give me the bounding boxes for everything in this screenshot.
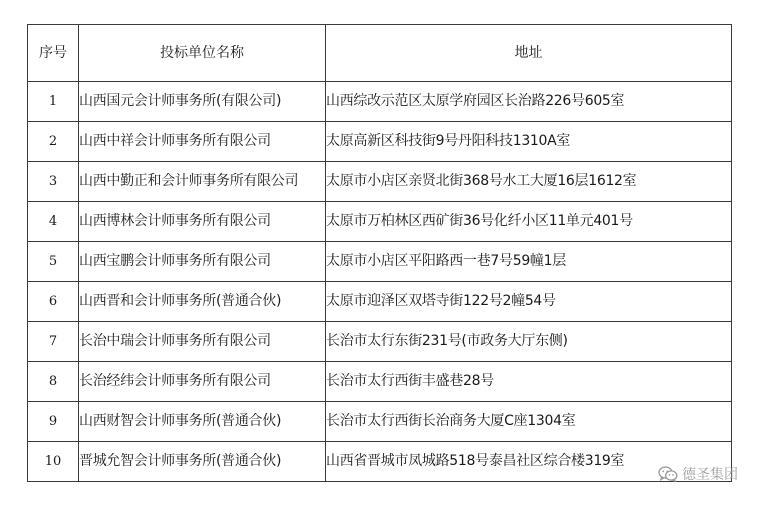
- row-address: 太原市小店区亲贤北街368号水工大厦16层1612室: [326, 162, 732, 202]
- row-bidder-name: 晋城允智会计师事务所(普通合伙): [79, 442, 326, 482]
- row-address: 长治市太行东街231号(市政务大厅东侧): [326, 322, 732, 362]
- row-serial-number: 5: [28, 242, 79, 282]
- table-row: [28, 442, 732, 482]
- row-bidder-name: 山西博林会计师事务所有限公司: [79, 202, 326, 242]
- row-bidder-name: 山西国元会计师事务所(有限公司): [79, 82, 326, 122]
- row-address: 长治市太行西街长治商务大厦C座1304室: [326, 402, 732, 442]
- table-row: [28, 202, 732, 242]
- bidder-table: [27, 24, 732, 482]
- header-serial-number: 序号: [28, 25, 79, 82]
- row-bidder-name: 长治中瑞会计师事务所有限公司: [79, 322, 326, 362]
- table-row: [28, 282, 732, 322]
- row-serial-number: 6: [28, 282, 79, 322]
- header-bidder-name: 投标单位名称: [79, 25, 326, 82]
- row-address: 太原高新区科技街9号丹阳科技1310A室: [326, 122, 732, 162]
- watermark-text: 德圣集团: [682, 467, 738, 483]
- row-serial-number: 2: [28, 122, 79, 162]
- wechat-icon: [658, 466, 678, 482]
- table-header: [28, 25, 732, 82]
- table-row: [28, 402, 732, 442]
- row-address: 太原市迎泽区双塔寺街122号2幢54号: [326, 282, 732, 322]
- table-row: [28, 322, 732, 362]
- row-serial-number: 4: [28, 202, 79, 242]
- row-serial-number: 9: [28, 402, 79, 442]
- row-bidder-name: 山西宝鹏会计师事务所有限公司: [79, 242, 326, 282]
- table-row: [28, 362, 732, 402]
- table-row: [28, 242, 732, 282]
- table-row: [28, 122, 732, 162]
- table-row: [28, 82, 732, 122]
- row-bidder-name: 山西财智会计师事务所(普通合伙): [79, 402, 326, 442]
- row-serial-number: 10: [28, 442, 79, 482]
- row-address: 太原市万柏林区西矿街36号化纤小区11单元401号: [326, 202, 732, 242]
- row-address: 山西综改示范区太原学府园区长治路226号605室: [326, 82, 732, 122]
- row-serial-number: 7: [28, 322, 79, 362]
- table-body: [28, 82, 732, 482]
- row-bidder-name: 山西中勤正和会计师事务所有限公司: [79, 162, 326, 202]
- header-row: [28, 25, 732, 82]
- row-address: 长治市太行西街丰盛巷28号: [326, 362, 732, 402]
- watermark: [658, 464, 738, 484]
- row-serial-number: 8: [28, 362, 79, 402]
- row-serial-number: 1: [28, 82, 79, 122]
- row-serial-number: 3: [28, 162, 79, 202]
- row-bidder-name: 山西中祥会计师事务所有限公司: [79, 122, 326, 162]
- row-address: 山西省晋城市凤城路518号泰昌社区综合楼319室: [326, 442, 732, 482]
- header-address: 地址: [326, 25, 732, 82]
- row-bidder-name: 长治经纬会计师事务所有限公司: [79, 362, 326, 402]
- row-address: 太原市小店区平阳路西一巷7号59幢1层: [326, 242, 732, 282]
- row-bidder-name: 山西晋和会计师事务所(普通合伙): [79, 282, 326, 322]
- table-row: [28, 162, 732, 202]
